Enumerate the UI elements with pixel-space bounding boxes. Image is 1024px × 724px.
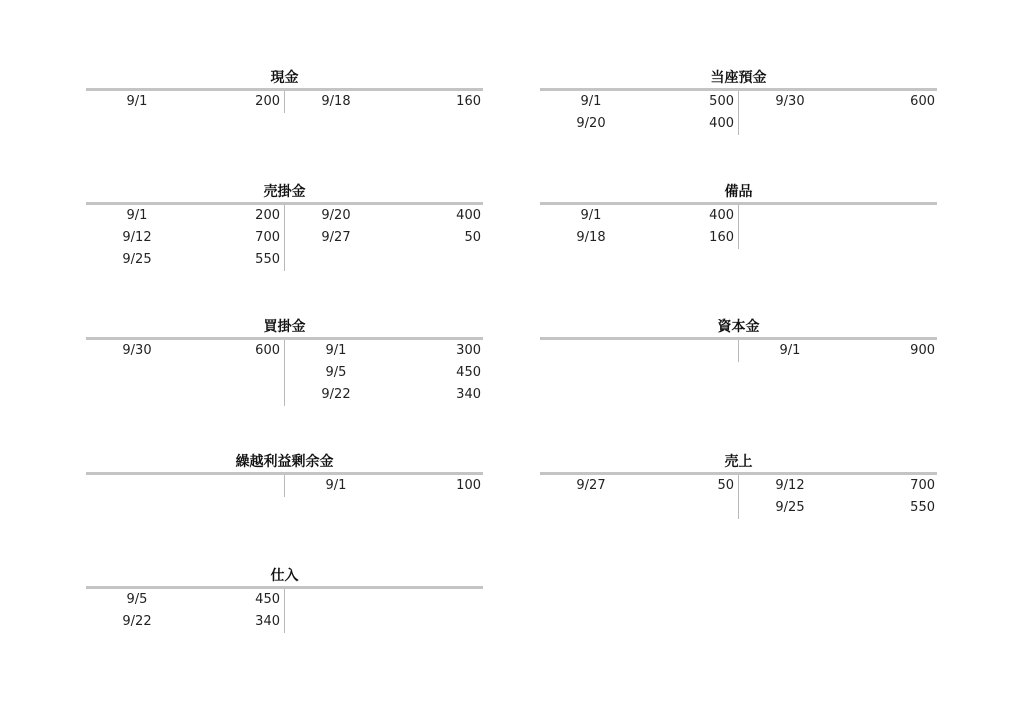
debit-amount: 500 — [709, 94, 734, 109]
t-account-equipment — [540, 182, 937, 249]
ledger-row — [540, 227, 937, 249]
credit-amount: 550 — [910, 500, 935, 515]
debit-amount: 550 — [255, 252, 280, 267]
credit-date: 9/25 — [775, 500, 805, 515]
account-title: 備品 — [724, 184, 753, 200]
credit-amount: 50 — [464, 230, 481, 245]
debit-date: 9/12 — [122, 230, 152, 245]
t-account-body — [86, 472, 483, 497]
t-account-capital — [540, 317, 937, 362]
ledger-row — [86, 340, 483, 362]
t-account-body — [540, 337, 937, 362]
t-account-accounts-payable — [86, 317, 483, 406]
debit-amount: 450 — [255, 592, 280, 607]
t-account-cash — [86, 68, 483, 113]
ledger-row — [540, 91, 937, 113]
ledger-row — [86, 249, 483, 271]
ledger-row — [540, 497, 937, 519]
t-account-body — [86, 202, 483, 271]
account-title: 仕入 — [270, 568, 299, 584]
debit-amount: 200 — [255, 208, 280, 223]
credit-amount: 700 — [910, 478, 935, 493]
ledger-row — [540, 340, 937, 362]
credit-amount: 400 — [456, 208, 481, 223]
debit-date: 9/1 — [580, 208, 602, 223]
debit-date: 9/18 — [576, 230, 606, 245]
ledger-row — [86, 227, 483, 249]
debit-amount: 400 — [709, 116, 734, 131]
t-account-body — [86, 88, 483, 113]
t-account-body — [540, 472, 937, 519]
credit-amount: 300 — [456, 343, 481, 358]
debit-date: 9/25 — [122, 252, 152, 267]
debit-date: 9/22 — [122, 614, 152, 629]
debit-amount: 160 — [709, 230, 734, 245]
ledger-row — [86, 384, 483, 406]
credit-date: 9/5 — [325, 365, 347, 380]
debit-date: 9/5 — [126, 592, 148, 607]
account-title: 資本金 — [717, 319, 760, 335]
credit-date: 9/18 — [321, 94, 351, 109]
credit-amount: 340 — [456, 387, 481, 402]
debit-amount: 340 — [255, 614, 280, 629]
t-account-accounts-receivable — [86, 182, 483, 271]
credit-amount: 450 — [456, 365, 481, 380]
ledger-row — [540, 113, 937, 135]
credit-amount: 600 — [910, 94, 935, 109]
debit-date: 9/30 — [122, 343, 152, 358]
debit-amount: 50 — [717, 478, 734, 493]
ledger-row — [86, 611, 483, 633]
credit-date: 9/1 — [325, 478, 347, 493]
credit-amount: 160 — [456, 94, 481, 109]
t-account-body — [86, 337, 483, 406]
credit-date: 9/30 — [775, 94, 805, 109]
credit-date: 9/12 — [775, 478, 805, 493]
debit-amount: 600 — [255, 343, 280, 358]
t-account-sales — [540, 452, 937, 519]
account-title: 売上 — [724, 454, 753, 470]
t-account-body — [86, 586, 483, 633]
t-account-checking-deposit — [540, 68, 937, 135]
debit-date: 9/1 — [126, 94, 148, 109]
ledger-row — [86, 205, 483, 227]
credit-date: 9/20 — [321, 208, 351, 223]
ledger-row — [86, 475, 483, 497]
ledger-row — [86, 362, 483, 384]
debit-date: 9/27 — [576, 478, 606, 493]
debit-date: 9/20 — [576, 116, 606, 131]
credit-date: 9/27 — [321, 230, 351, 245]
t-account-retained-earnings — [86, 452, 483, 497]
account-title: 買掛金 — [263, 319, 306, 335]
ledger-row — [86, 589, 483, 611]
debit-date: 9/1 — [126, 208, 148, 223]
ledger-row — [86, 91, 483, 113]
credit-amount: 100 — [456, 478, 481, 493]
t-account-purchases — [86, 566, 483, 633]
account-title: 売掛金 — [263, 184, 306, 200]
credit-date: 9/22 — [321, 387, 351, 402]
t-account-body — [540, 88, 937, 135]
account-title: 当座預金 — [710, 70, 767, 86]
debit-amount: 200 — [255, 94, 280, 109]
account-title: 現金 — [270, 70, 299, 86]
debit-amount: 700 — [255, 230, 280, 245]
account-title: 繰越利益剰余金 — [235, 454, 334, 470]
t-account-body — [540, 202, 937, 249]
debit-amount: 400 — [709, 208, 734, 223]
ledger-row — [540, 205, 937, 227]
debit-date: 9/1 — [580, 94, 602, 109]
credit-date: 9/1 — [779, 343, 801, 358]
ledger-row — [540, 475, 937, 497]
credit-amount: 900 — [910, 343, 935, 358]
credit-date: 9/1 — [325, 343, 347, 358]
